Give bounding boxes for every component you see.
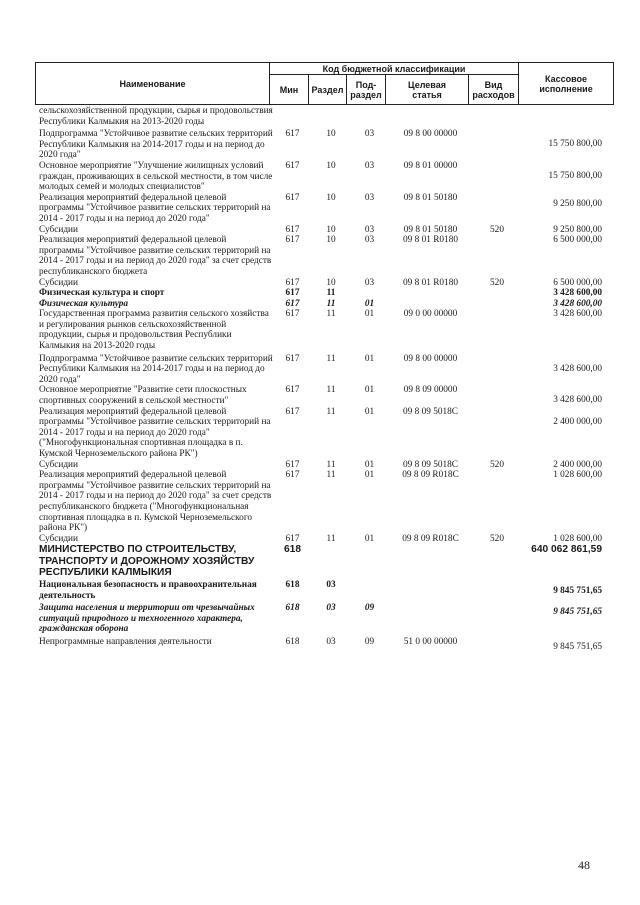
row-podrazdel: 01 (364, 459, 375, 470)
row-razdel: 11 (326, 309, 336, 320)
row-amount: 3 428 600,00 (553, 298, 602, 309)
row-amount: 640 062 861,59 (531, 544, 602, 556)
row-celevaya: 09 0 00 00000 (403, 309, 458, 320)
row-podrazdel: 01 (364, 353, 375, 364)
row-vid: 520 (490, 459, 504, 470)
table-row (0, 460, 640, 471)
table-row (0, 106, 640, 127)
row-razdel: 11 (326, 353, 336, 364)
row-podrazdel: 01 (364, 533, 375, 544)
row-amount: 3 428 600,00 (553, 363, 602, 374)
row-name: Реализация мероприятий федеральной целевой программы "Устойчивое развитие сельских территорий на 2014 - 2017 годы и на период до 2020 года" ("Многофункциональная спортивная площадка в п. Кумской Черноземельского района РК") (39, 406, 271, 459)
row-vid: 520 (490, 533, 504, 544)
table-row (0, 580, 640, 601)
row-celevaya: 09 8 01 50180 (403, 192, 458, 203)
row-name: Основное мероприятие "Улучшение жилищных условий граждан, проживающих в сельской местности, в том числе молодых семей и молодых специалистов" (39, 160, 273, 193)
row-name: Защита населения и территории от чрезвычайных ситуаций природного и техногенного характера, гражданская оборона (39, 603, 255, 635)
row-celevaya: 09 8 00 00000 (403, 353, 458, 364)
row-amount: 9 845 751,65 (553, 641, 602, 652)
row-min: 618 (285, 579, 300, 590)
table-row (0, 225, 640, 236)
row-vid: 520 (490, 277, 504, 288)
row-min: 617 (285, 277, 300, 288)
row-amount: 9 250 800,00 (553, 224, 602, 235)
table-row (0, 161, 640, 193)
row-razdel: 10 (326, 129, 336, 140)
row-podrazdel: 01 (364, 406, 375, 417)
header-name: Наименование (36, 63, 270, 105)
row-amount: 3 428 600,00 (553, 288, 602, 299)
row-celevaya: 09 8 09 R018С (402, 470, 459, 481)
row-razdel: 11 (326, 406, 336, 417)
row-min: 617 (285, 353, 300, 364)
table-header (35, 62, 614, 105)
row-name: Субсидии (39, 459, 79, 470)
row-razdel: 10 (326, 192, 336, 203)
row-podrazdel: 03 (364, 192, 375, 203)
row-min: 617 (285, 406, 300, 417)
row-celevaya: 09 8 01 50180 (403, 224, 458, 235)
row-razdel: 11 (326, 288, 336, 299)
row-podrazdel: 03 (364, 224, 375, 235)
header-vid: Вид расходов (469, 75, 519, 105)
row-celevaya: 09 8 09 5018С (402, 406, 458, 417)
row-podrazdel: 09 (364, 636, 375, 647)
row-razdel: 11 (326, 298, 336, 309)
row-name: Реализация мероприятий федеральной целевой программы "Устойчивое развитие сельских территорий на 2014 - 2017 годы и на период до 2020 года" за счет средств республиканского бюджета (39, 235, 272, 277)
row-amount: 9 845 751,65 (553, 585, 602, 596)
row-min: 617 (285, 129, 300, 140)
row-min: 617 (285, 160, 300, 171)
row-name: Подпрограмма "Устойчивое развитие сельских территорий Республики Калмыкия на 2014-2017 годы и на период до 2020 года" (39, 353, 273, 385)
row-amount: 15 750 800,00 (548, 170, 602, 181)
row-min: 617 (285, 470, 300, 481)
table-row (0, 288, 640, 299)
table-row (0, 385, 640, 406)
row-name: Субсидии (39, 533, 79, 544)
row-podrazdel: 03 (364, 129, 375, 140)
row-name: Субсидии (39, 277, 79, 288)
row-amount: 9 845 751,65 (553, 607, 602, 618)
row-name: Реализация мероприятий федеральной целевой программы "Устойчивое развитие сельских территорий на 2014 - 2017 годы и на период до 2020 года" (39, 192, 271, 224)
row-amount: 2 400 000,00 (553, 459, 602, 470)
row-min: 617 (285, 224, 300, 235)
page-number: 48 (578, 858, 590, 872)
row-razdel: 03 (326, 579, 336, 590)
row-name: МИНИСТЕРСТВО ПО СТРОИТЕЛЬСТВУ, ТРАНСПОРТУ И ДОРОЖНОМУ ХОЗЯЙСТВУ РЕСПУБЛИКИ КАЛМЫКИЯ (39, 544, 255, 578)
header-code-group: Код бюджетной классификации (270, 63, 519, 75)
row-razdel: 10 (326, 277, 336, 288)
row-name: Физическая культура (39, 298, 129, 309)
row-min: 617 (285, 235, 300, 246)
row-amount: 15 750 800,00 (548, 139, 602, 150)
row-celevaya: 09 8 01 00000 (403, 160, 458, 171)
table-row (0, 544, 640, 578)
row-min: 617 (285, 192, 300, 203)
table-row (0, 354, 640, 386)
row-razdel: 03 (326, 603, 336, 614)
row-podrazdel: 01 (364, 470, 375, 481)
table-row (0, 129, 640, 161)
row-name: Физическая культура и спорт (39, 288, 165, 299)
row-razdel: 11 (326, 385, 336, 396)
row-celevaya: 51 0 00 00000 (403, 636, 458, 647)
table-row (0, 603, 640, 635)
row-podrazdel: 01 (364, 385, 375, 396)
row-amount: 3 428 600,00 (553, 395, 602, 406)
row-celevaya: 09 8 01 R0180 (402, 277, 458, 288)
row-amount: 2 400 000,00 (553, 416, 602, 427)
row-podrazdel: 09 (364, 603, 375, 614)
header-min: Мин (270, 75, 309, 105)
row-podrazdel: 01 (364, 309, 375, 320)
row-razdel: 10 (326, 224, 336, 235)
row-podrazdel: 03 (364, 277, 375, 288)
row-name: Реализация мероприятий федеральной целевой программы "Устойчивое развитие сельских территорий на 2014 - 2017 годы и на период до 2020 года" за счет средств республиканского бюджета ("Многофункциональная спортивная площадка в п. Кумской Черноземельского района РК") (39, 470, 272, 534)
row-min: 617 (285, 309, 300, 320)
header-podrazdel: Под- раздел (347, 75, 386, 105)
table-row (0, 470, 640, 534)
row-razdel: 11 (326, 533, 336, 544)
table-row (0, 309, 640, 351)
row-amount: 6 500 000,00 (553, 235, 602, 246)
table-row (0, 278, 640, 289)
header-razdel: Раздел (309, 75, 347, 105)
row-name: Непрограммные направления деятельности (39, 636, 212, 647)
row-amount: 9 250 800,00 (553, 198, 602, 209)
row-podrazdel: 03 (364, 235, 375, 246)
row-razdel: 10 (326, 160, 336, 171)
row-amount: 3 428 600,00 (553, 309, 602, 320)
row-min: 617 (285, 533, 300, 544)
row-amount: 1 028 600,00 (553, 533, 602, 544)
row-name: сельскохозяйственной продукции, сырья и продовольствия Республики Калмыкия на 2013-2020 годы (39, 106, 273, 127)
row-name: Подпрограмма "Устойчивое развитие сельских территорий Республики Калмыкия на 2014-2017 годы и на период до 2020 года" (39, 129, 273, 161)
row-amount: 6 500 000,00 (553, 277, 602, 288)
row-min: 618 (285, 636, 300, 647)
row-vid: 520 (490, 224, 504, 235)
table-row (0, 534, 640, 545)
row-razdel: 10 (326, 235, 336, 246)
row-razdel: 11 (326, 459, 336, 470)
row-name: Национальная безопасность и правоохранительная деятельность (39, 579, 257, 601)
row-min: 617 (285, 459, 300, 470)
row-name: Основное мероприятие "Развитие сети плоскостных спортивных сооружений в сельской местности" (39, 385, 247, 407)
row-min: 617 (285, 385, 300, 396)
row-min: 618 (284, 544, 301, 556)
row-min: 618 (285, 603, 300, 614)
row-celevaya: 09 8 09 5018С (402, 459, 458, 470)
row-amount: 1 028 600,00 (553, 470, 602, 481)
header-celevaya: Целевая статья (386, 75, 469, 105)
table-row (0, 235, 640, 277)
row-celevaya: 09 8 01 R0180 (402, 235, 458, 246)
table-row (0, 637, 640, 653)
row-celevaya: 09 8 00 00000 (403, 129, 458, 140)
header-amount: Кассовое исполнение (519, 63, 614, 105)
row-podrazdel: 03 (364, 160, 375, 171)
row-razdel: 11 (326, 470, 336, 481)
table-row (0, 193, 640, 225)
row-name: Государственная программа развития сельского хозяйства и регулирования рынков сельскохозяйственной продукции, сырья и продовольствия Республики Калмыкия на 2013-2020 годы (39, 309, 269, 352)
row-celevaya: 09 8 09 R018С (402, 533, 459, 544)
row-celevaya: 09 8 09 00000 (403, 385, 458, 396)
row-min: 617 (285, 288, 300, 299)
table-row (0, 407, 640, 460)
table-row (0, 299, 640, 310)
row-podrazdel: 01 (364, 298, 375, 309)
table-body (0, 106, 640, 653)
row-min: 617 (285, 298, 300, 309)
row-razdel: 03 (326, 636, 336, 647)
row-name: Субсидии (39, 224, 79, 235)
